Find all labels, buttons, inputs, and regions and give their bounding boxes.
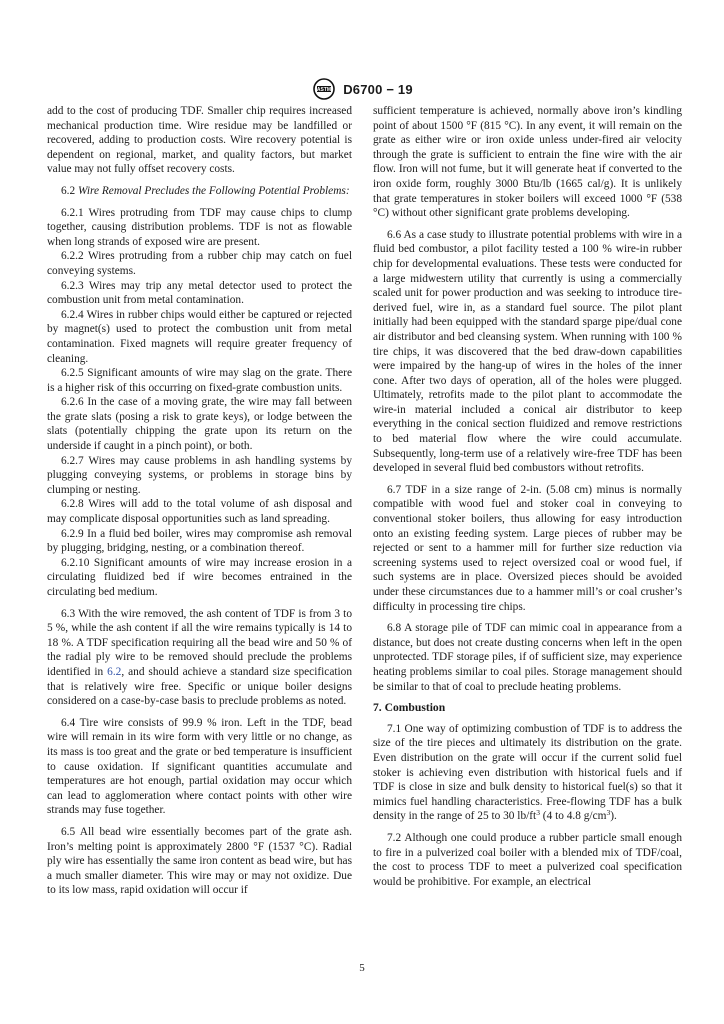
right-column [373,104,682,896]
paragraph-6-2-9: 6.2.9 In a fluid bed boiler, wires may compromise ash removal by plugging, bridging, nesting, or a combination thereof. [47,527,352,555]
paragraph-intro: add to the cost of producing TDF. Smaller chip requires increased mechanical production time. Wire residue may be landfilled or recovered, adding to production costs. Wire recovery potential is dependent on regional, market, and quality factors, but market value may not fully offset recovery costs. [47,105,352,176]
page-header [0,78,724,100]
paragraph-6-2-5: 6.2.5 Significant amounts of wire may slag on the grate. There is a higher risk of this occurring on fixed-grate combustion units. [47,367,352,394]
cross-reference-link[interactable]: 6.2 [107,665,122,678]
paragraph-6-2-6: 6.2.6 In the case of a moving grate, the wire may fall between the grate slats (posing a risk to grate keys), or lodge between the slats (potentially chipping the grate upon its return on the underside if caught in a pinch point), or both. [47,396,352,453]
paragraph-6-5: 6.5 All bead wire essentially becomes part of the grate ash. Iron’s melting point is approximately 2800 °F (1537 °C). Radial ply wire has essentially the same iron content as bead wire, but has a much smaller diameter. This wire may or may not oxidize. Due to its low mass, rapid oxidation will occur if [47,825,352,897]
section-heading-combustion: 7. Combustion [373,701,446,715]
paragraph-6-2 [47,184,352,199]
paragraph-6-2-2: 6.2.2 Wires protruding from a rubber chip may catch on fuel conveying systems. [47,250,352,277]
paragraph-6-2-4: 6.2.4 Wires in rubber chips would either be captured or rejected by magnet(s) used to protect the combustion unit from metal contamination. Fixed magnets will require greater frequency of cleaning. [47,308,352,365]
paragraph-6-3: 6.3 With the wire removed, the ash content of TDF is from 3 to 5 %, while the ash content if all the wire remains typically is 14 to 18 %. A TDF specification requiring all the bead wire and 50 % of the radial ply wire to be removed should preclude the problems identified in 6.2, and should achieve a standard size specification that is relatively wire free. Specific or unique boiler designs considered on a case-by-case basis to preclude problems as noted. [47,607,352,708]
paragraph-6-2-8: 6.2.8 Wires will add to the total volume of ash disposal and may complicate disposal opportunities such as land spreading. [47,498,352,526]
paragraph-7-1: 7.1 One way of optimizing combustion of TDF is to address the size of the tire pieces and ultimately its distribution on the grate. Even distribution on the grate will occur if the current solid fuel stoker is achieving even distribution with historical fuels and if TDF is close in size and bulk density to historical fuel(s) so that it mimics fuel handling characteristics. Free-flowing TDF has a bulk density in the range of 25 to 30 $lb/ft^3$ (4 to 4.8 $g/cm^3$). [373,722,682,823]
page-number: 5 [359,962,365,974]
paragraph-continued: sufficient temperature is achieved, normally above iron’s kindling point of about 1500 °F (815 °C). In any event, it will remain on the grate as either wire or iron oxide unless under-fired air velocity through the grate is sufficient to entrain the fine wire with the air flow. Iron will not fume, but it will generate heat if converted to the iron oxide form, roughly 3000 Btu/lb (1665 cal/g). It is unlikely that grate temperatures in stoker boilers will exceed 1000 °F (538 °C) without other significant grate problems developing. [373,105,682,220]
paragraph-6-2-3: 6.2.3 Wires may trip any metal detector used to protect the combustion unit from metal contamination. [47,279,352,307]
paragraph-6-2-1: 6.2.1 Wires protruding from TDF may cause chips to clump together, causing distribution problems. TDF is not as flowable when long strands of exposed wire are present. [47,206,352,248]
left-column [47,104,352,905]
paragraph-6-6: 6.6 As a case study to illustrate potential problems with wire in a fluid bed combustor, a pilot facility tested a 100 % wire-in rubber chip for developmental evaluations. These tests were conducted for a large midwestern utility that currently is using a commercially scaled unit for power production and was seeking to introduce tire-derived fuel, wire in, as a standard fuel source. The pilot plant initially had been equipped with the standard sparge pipe/dual cone air distributor and bed cleansing system. When running with 100 % tire chips, it was discovered that the bed draw-down capabilities were impaired by the hang-up of wires in the holes of the inner cone. After two days of operation, all of the holes were plugged. Ultimately, retrofits made to the pilot plant to accommodate the wire-in material included a conical air distributor to keep everything in the conical section fluidized and remove restrictions to bed material flow where the wire could accumulate. Subsequently, long-term use of a relatively wire-free TDF has been developed in several fluid bed combustors without retrofits. [373,228,682,475]
logo-text: ASTM [317,87,332,93]
paragraph-6-8: 6.8 A storage pile of TDF can mimic coal in appearance from a distance, but does not create dusting concerns when left in the open unprotected. TDF storage piles, if of sufficient size, may experience heating problems similar to coal piles. Storage management should be similar to that of coal to preclude heating problems. [373,622,682,693]
paragraph-7-2: 7.2 Although one could produce a rubber particle small enough to fire in a pulverized coal boiler with a blended mix of TDF/coal, the cost to process TDF to meet a pulverized coal specification would be prohibitive. For example, an electrical [373,831,682,888]
section-title: Wire Removal Precludes the Following Potential Problems: [78,184,350,197]
paragraph-6-7: 6.7 TDF in a size range of 2-in. (5.08 cm) minus is normally compatible with wood fuel and stoker coal in conveying to conventional stoker boilers, thus allowing for easy introduction onto an existing feeding system. Large pieces of rubber may be rejected or sent to a hammer mill for further size reduction via screening systems used to reject oversized coal or wood fuel, if such systems are in place. Oversized pieces should be avoided under these circumstances due to a hammer mill’s or coal crusher’s difficulty in processing tire chips. [373,483,682,613]
paragraph-6-2-7: 6.2.7 Wires may cause problems in ash handling systems by plugging conveying systems, or problems in storage bins by clumping or nesting. [47,454,352,496]
paragraph-6-2-10: 6.2.10 Significant amounts of wire may increase erosion in a circulating fluidized bed if wire becomes entrained in the circulating bed medium. [47,556,352,598]
document-id: D6700 − 19 [343,81,413,97]
paragraph-6-4: 6.4 Tire wire consists of 99.9 % iron. Left in the TDF, bead wire will remain in its wire form with very little or no change, as its mass is too great and the grate or bed temperature is insufficient to cause oxidation. If significant quantities accumulate and temperatures are hot enough, partial oxidation may occur which can lead to agglomeration where contact points with other wire strands may fuse together. [47,716,352,817]
section-number: 6.2 [61,184,76,197]
astm-logo-icon [311,78,337,100]
